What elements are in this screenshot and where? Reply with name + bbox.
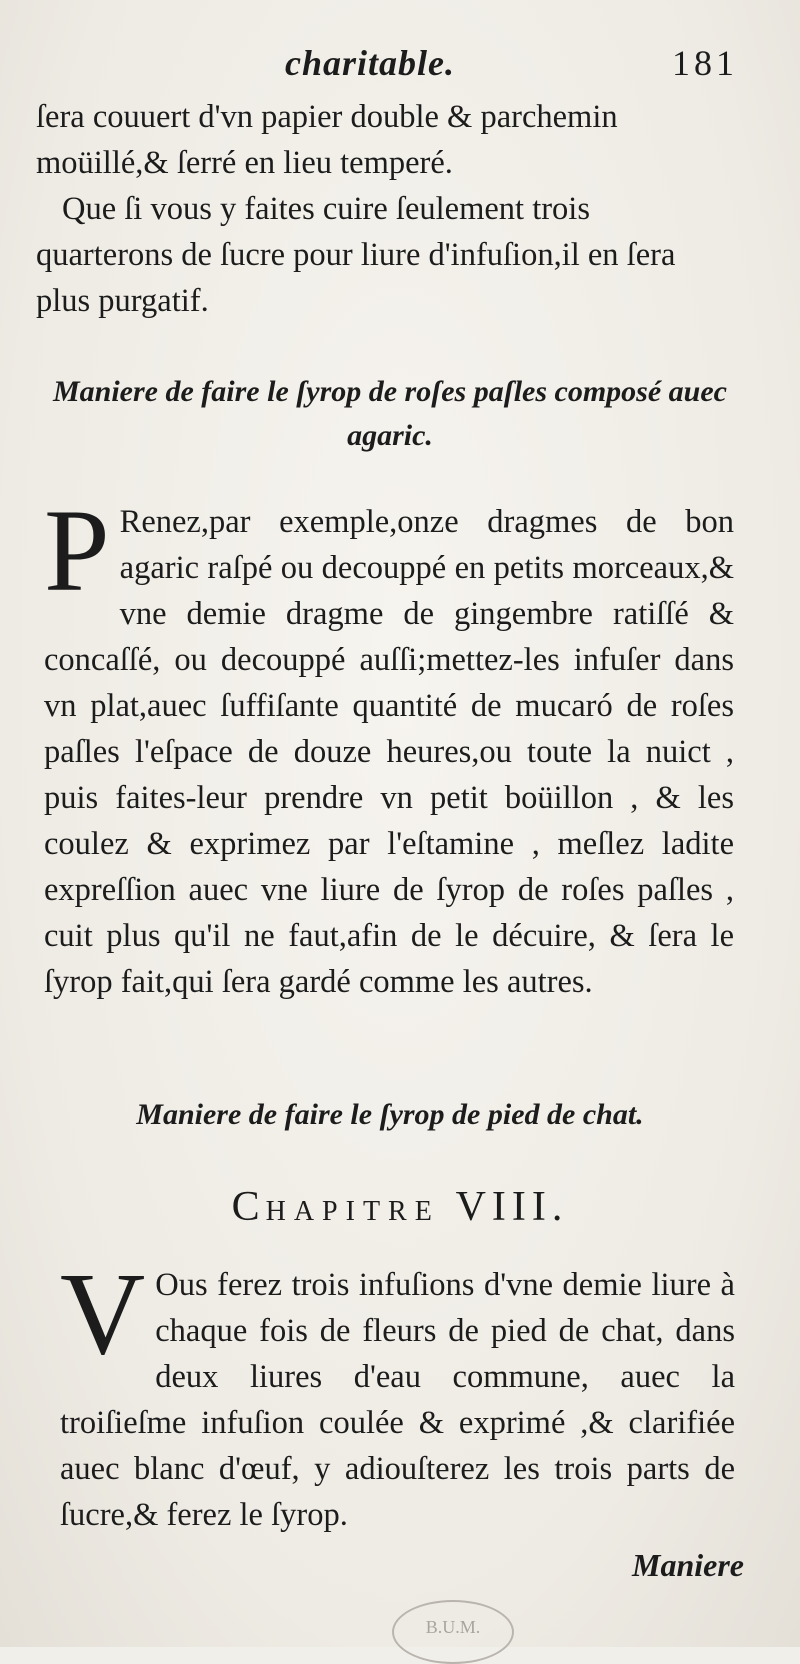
drop-cap: V [60,1248,146,1379]
section-heading: Maniere de faire le ſyrop de pied de chat. [136,1098,644,1131]
chapter-initial: C [231,1184,266,1230]
paragraph-text: Ous ferez trois infuſions d'vne demie liure à chaque fois de fleurs de pied de chat, dans deux liures d'eau commune, auec la troiſieſme infuſion coulée & exprimé ,& clarifiée auec blanc d'œuf, y adiouſterez les trois parts de ſucre,& ferez le ſyrop. [60,1267,735,1533]
recipe-paragraph [44,485,734,1005]
page-number: 181 [672,43,738,83]
chapter-numeral: VIII. [455,1184,569,1230]
drop-cap: P [44,485,110,616]
library-stamp: B.U.M. [392,1600,514,1664]
page-header [0,42,800,92]
paragraph-text: Renez,par exemple,onze dragmes de bon agaric raſpé ou decouppé en petits morceaux,& vne demie dragme de gingembre ratiſſé & concaſſé, ou decouppé auſſi;mettez-les infuſer dans vn plat,auec ſuffiſante quantité de mucaró de roſes paſles l'eſpace de douze heures,ou toute la nuict , puis faites-leur prendre vn petit boüillon , & les coulez & exprimez par l'eſtamine , meſlez ladite expreſſion auec vne liure de ſyrop de roſes paſles , cuit plus qu'il ne faut,afin de le décuire, & ſera le ſyrop fait,qui ſera gardé comme les autres. [44,504,734,1000]
chapter-title [0,1183,800,1231]
paragraph-line: ſera couuert d'vn papier double & parchemin moüillé,& ſerré en lieu temperé. [36,99,618,181]
recipe-paragraph [60,1248,735,1538]
paragraph-line: Que ſi vous y faites cuire ſeulement trois quarterons de ſucre pour liure d'infuſion,il en ſera plus purgatif. [36,191,676,319]
chapter-word: HAPITRE [265,1196,440,1227]
running-head: charitable. [285,43,455,83]
section-heading: Maniere de faire le ſyrop de roſes paſles composé auec agaric. [52,375,727,452]
continued-paragraph [36,94,726,324]
catchword: Maniere [632,1547,744,1583]
